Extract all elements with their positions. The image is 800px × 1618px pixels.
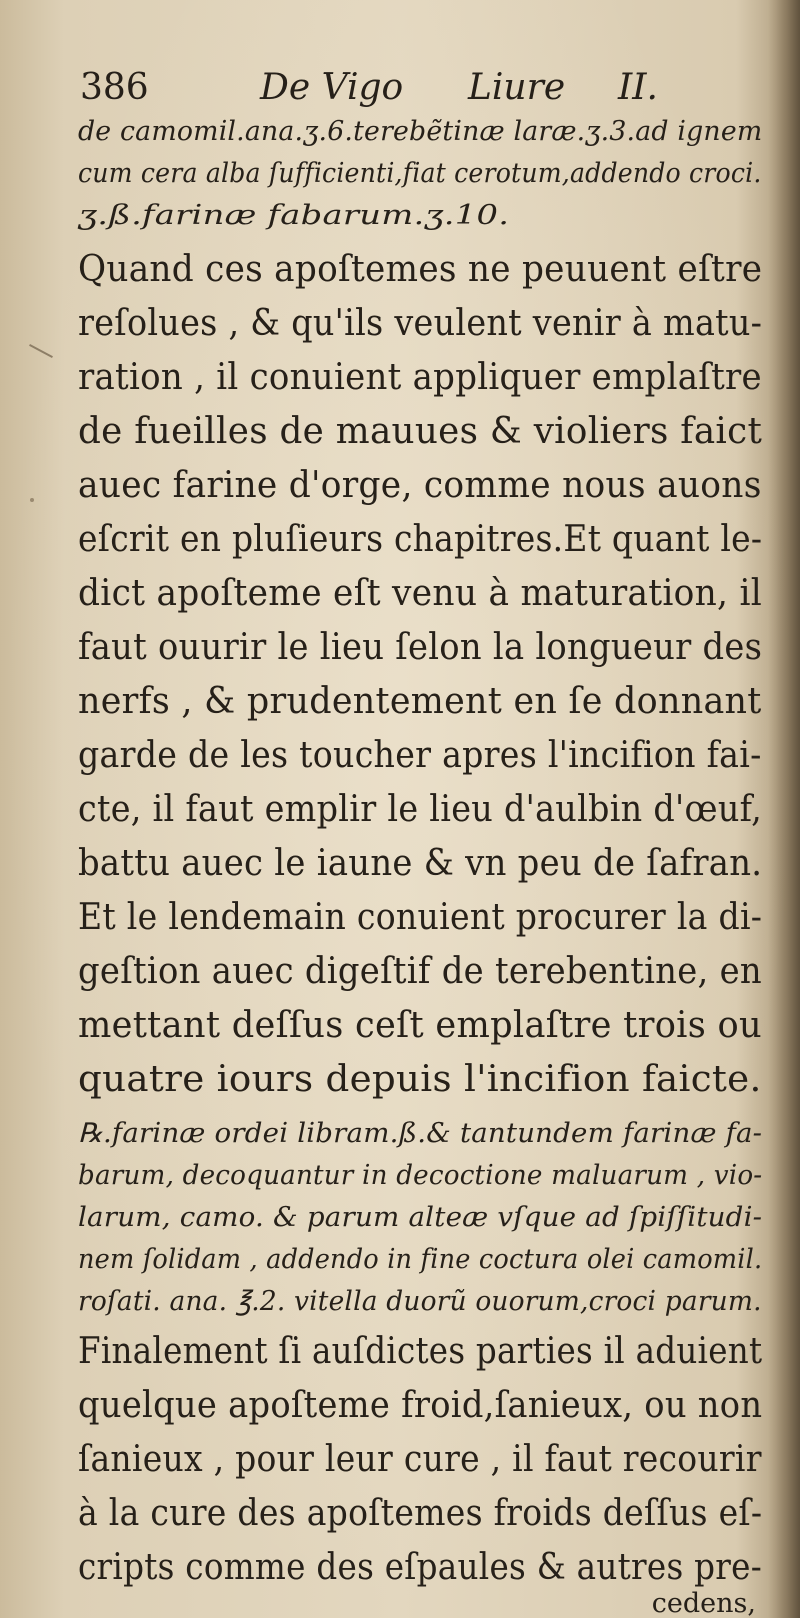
text-line: cte, il faut emplir le lieu d'aulbin d'œuf, — [78, 789, 762, 830]
running-header — [80, 67, 680, 114]
text-line: mettant deſſus ceſt emplaſtre trois ou — [78, 1005, 762, 1046]
text-line: ſanieux , pour leur cure , il faut recourir — [78, 1439, 762, 1480]
text-line: cripts comme des eſpaules & autres pre- — [78, 1547, 763, 1588]
catchword: cedens, — [651, 1588, 756, 1618]
recipe-line: barum, decoquantur in decoctione maluarum , vio- — [78, 1160, 763, 1191]
text-line: dict apoſteme eſt venu à maturation, il — [78, 573, 763, 614]
running-book: Liure — [468, 67, 566, 108]
text-line: nerfs , & prudentement en ſe donnant — [78, 681, 762, 722]
gutter-shadow — [768, 0, 800, 1618]
text-line: de fueilles de mauues & violiers faict — [78, 411, 763, 452]
text-line: Finalement ſi auſdictes parties il aduient — [78, 1331, 763, 1372]
text-line: eſcrit en pluſieurs chapitres.Et quant le- — [78, 519, 763, 560]
recipe-line: roſati. ana. ℥.2. vitella duorũ ouorum,croci parum. — [78, 1286, 762, 1317]
text-line: Quand ces apoſtemes ne peuuent eſtre — [78, 249, 763, 290]
recipe-line: nem ſolidam , addendo in fine coctura olei camomil. — [78, 1244, 763, 1275]
margin-dot — [30, 498, 34, 502]
text-line: faut ouurir le lieu ſelon la longueur des — [78, 627, 763, 668]
text-line: ration , il conuient appliquer emplaſtre — [78, 357, 762, 398]
recipe-line: ʒ.ß.farinæ fabarum.ʒ.10. — [78, 200, 510, 231]
text-line: garde de les toucher apres l'incifion fai- — [78, 735, 762, 776]
text-line: quatre iours depuis l'incifion faicte. — [78, 1059, 762, 1100]
recipe-line: de camomil.ana.ʒ.6.terebẽtinæ laræ.ʒ.3.ad ignem — [78, 116, 763, 147]
text-line: auec farine d'orge, comme nous auons — [78, 465, 762, 506]
page-number: 386 — [80, 67, 149, 108]
margin-mark — [29, 344, 53, 358]
text-line: à la cure des apoſtemes froids deſſus eſ- — [78, 1493, 763, 1534]
running-title: De Vigo — [260, 67, 404, 108]
text-line: reſolues , & qu'ils veulent venir à matu- — [78, 303, 763, 344]
text-line: Et le lendemain conuient procurer la di- — [78, 897, 763, 938]
recipe-line: cum cera alba ſufficienti,fiat cerotum,addendo croci. — [78, 158, 762, 189]
text-line: quelque apoſteme froid,ſanieux, ou non — [78, 1385, 763, 1426]
recipe-line: larum, camo. & parum alteæ vſque ad ſpiſſitudi- — [78, 1202, 763, 1233]
book-number: II. — [618, 67, 658, 108]
recipe-line: ℞.farinæ ordei libram.ß.& tantundem farinæ fa- — [78, 1118, 763, 1149]
text-line: geſtion auec digeſtif de terebentine, en — [78, 951, 762, 992]
text-line: battu auec le iaune & vn peu de ſafran. — [78, 843, 763, 884]
